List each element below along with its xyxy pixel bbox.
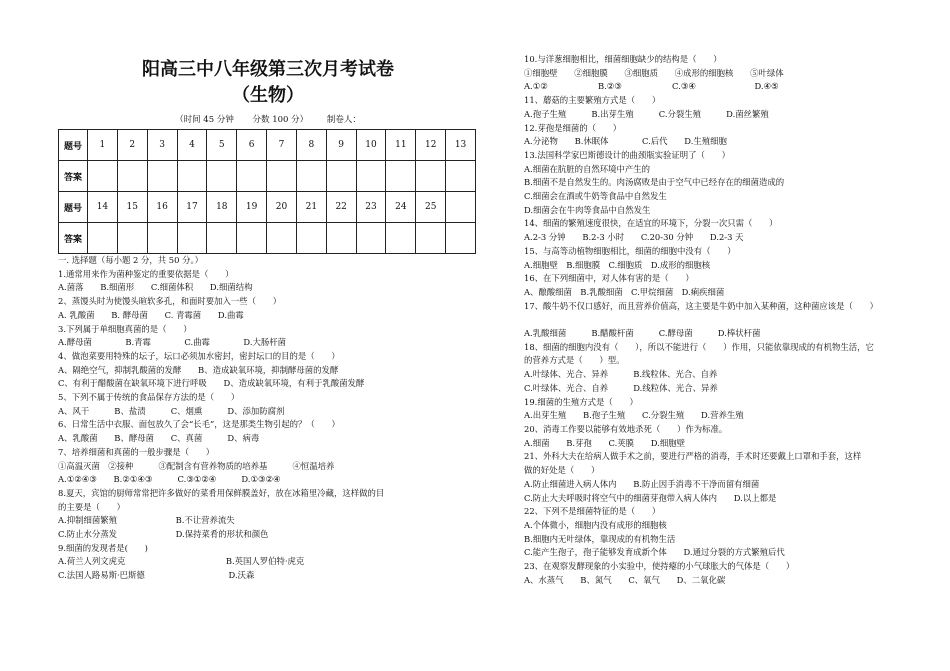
question-line: A.①② B.②③ C.③④ D.④⑤	[524, 81, 779, 92]
question-line: 19.细菌的生殖方式是（ ）	[524, 396, 638, 407]
question-line: A.①②④③ B.②①④③ C.③①②④ D.①③②④	[58, 474, 281, 485]
question-number: 2	[117, 130, 147, 161]
answer-cell[interactable]	[356, 161, 386, 192]
question-line: 16、在下列细菌中，对人体有害的是（ ）	[524, 273, 694, 284]
question-number: 23	[356, 192, 386, 223]
question-line: C.防止水分蒸发 D.保持菜肴的形状和颜色	[58, 529, 269, 540]
question-number: 3	[147, 130, 177, 161]
question-number: 8	[296, 130, 326, 161]
question-number: 19	[237, 192, 267, 223]
question-line: A.抑制细菌繁殖 B.不让营养流失	[58, 515, 235, 526]
question-number	[446, 192, 476, 223]
question-number: 21	[296, 192, 326, 223]
question-number: 24	[386, 192, 416, 223]
answer-cell[interactable]	[446, 161, 476, 192]
question-line: A.防止细菌进入病人体内 B.防止因手消毒不干净而留有细菌	[524, 478, 760, 489]
question-line: A.细胞壁 B.细胞膜 C.细胞质 D.成形的细胞核	[524, 259, 711, 270]
question-line: 8.夏天，宾馆的厨师常常把许多做好的菜肴用保鲜膜盖好，放在冰箱里冷藏，这样做的目	[58, 487, 385, 498]
question-line: A.细菌 B.芽孢 C.荚膜 D.细胞壁	[524, 437, 685, 448]
question-number: 18	[207, 192, 237, 223]
answer-cell[interactable]	[386, 161, 416, 192]
question-line: B.细菌不是自然发生的。肉汤腐败是由于空气中已经存在的细菌造成的	[524, 177, 785, 188]
question-line: A.菌落 B.细菌形 C.细菌体积 D.细菌结构	[58, 282, 253, 293]
answer-cell[interactable]	[267, 223, 297, 254]
row-label: 答案	[59, 223, 88, 254]
question-line: A、风干 B、盐渍 C、烟熏 D、添加防腐剂	[58, 405, 285, 416]
question-line: 13.法国科学家巴斯德设计的曲颈瓶实验证明了（ ）	[524, 149, 730, 160]
question-line: A.个体微小，细胞内没有成形的细胞核	[524, 519, 667, 530]
question-line: 9.细菌的发现者是( )	[58, 542, 148, 553]
question-number: 17	[177, 192, 207, 223]
answer-cell[interactable]	[88, 161, 118, 192]
question-line: D.细菌会在牛肉等食品中自然发生	[524, 204, 651, 215]
question-line: A、隔绝空气，抑制乳酸菌的发酵 B、造成缺氧环境，抑制酵母菌的发酵	[58, 364, 339, 375]
question-number: 15	[117, 192, 147, 223]
answer-cell[interactable]	[237, 161, 267, 192]
question-line: 20、消毒工作要以能够有效地杀死（ ）作为标准。	[524, 423, 728, 434]
question-line	[524, 313, 916, 327]
question-line: 2、蒸馒头时为使馒头暄软多孔，和面时要加入一些（ ）	[58, 296, 282, 307]
question-line: 22、下列不是细菌特征的是（ ）	[524, 506, 661, 517]
exam-title: 阳高三中八年级第三次月考试卷	[142, 59, 394, 80]
answer-cell[interactable]	[117, 161, 147, 192]
answer-cell[interactable]	[117, 223, 147, 254]
question-line: 5、下列不属于传统的食品保存方法的是（ ）	[58, 392, 240, 403]
question-number: 25	[416, 192, 446, 223]
question-line: A、乳酸菌 B、酵母菌 C、真菌 D、病毒	[58, 433, 260, 444]
question-line: 3.下列属于单细胞真菌的是（ ）	[58, 323, 192, 334]
question-line: A.2-3 分钟 B.2-3 小时 C.20-30 分钟 D.2-3 天	[524, 232, 744, 243]
question-line: 11、蘑菇的主要繁殖方式是（ ）	[524, 95, 661, 106]
question-line: 15、与高等动植物细胞相比，细菌的细胞中没有（ ）	[524, 245, 736, 256]
question-number: 16	[147, 192, 177, 223]
question-line: A.细菌在肮脏的自然环境中产生的	[524, 163, 650, 174]
question-number: 14	[88, 192, 118, 223]
question-line: C、有利于醋酸菌在缺氧环境下进行呼吸 D、造成缺氧环境，有利于乳酸菌发酵	[58, 378, 365, 389]
question-line: A.酵母菌 B.青霉 C.曲霉 D.大肠杆菌	[58, 337, 286, 348]
exam-time: （时间 45 分钟	[175, 115, 234, 125]
exam-score: 分数 100 分）	[252, 115, 309, 125]
question-line: 14、细菌的繁殖速度很快，在适宜的环境下，分裂一次只需（ ）	[524, 218, 778, 229]
question-line: B.细胞内无叶绿体，靠现成的有机物生活	[524, 533, 676, 544]
score-table	[58, 129, 476, 254]
answer-cell[interactable]	[296, 223, 326, 254]
question-line: C.能产生孢子，孢子能够发育成新个体 D.通过分裂的方式繁殖后代	[524, 547, 785, 558]
answer-cell[interactable]	[147, 161, 177, 192]
question-line: C.细菌会在酒或牛奶等食品中自然发生	[524, 191, 667, 202]
question-line: C.法国人路易斯·巴斯德 D.沃森	[58, 570, 255, 581]
left-questions	[58, 254, 478, 583]
question-number: 1	[88, 130, 118, 161]
right-questions	[524, 53, 916, 587]
question-line: A、酿酸细菌 B.乳酸细菌 C.甲烷细菌 D.痢疾细菌	[524, 286, 725, 297]
right-column	[524, 53, 916, 587]
answer-cell[interactable]	[88, 223, 118, 254]
exam-subtitle: （生物）	[232, 85, 304, 106]
question-line: A. 乳酸菌 B. 酵母菌 C. 青霉菌 D.曲霉	[58, 309, 244, 320]
answer-cell[interactable]	[386, 223, 416, 254]
question-number: 20	[267, 192, 297, 223]
answer-row	[59, 161, 476, 192]
question-line: 21、外科大夫在给病人做手术之前，要进行严格的消毒，手术时还要戴上口罩和手套，这样	[524, 451, 862, 462]
answer-cell[interactable]	[177, 223, 207, 254]
answer-cell[interactable]	[237, 223, 267, 254]
question-line: 23、在观察发酵现象的小实验中，使持瘪的小气球胀大的气体是（ ）	[524, 561, 795, 572]
question-line: 做的好处是（ ）	[524, 465, 600, 476]
left-column	[58, 58, 478, 583]
answer-cell[interactable]	[416, 161, 446, 192]
question-line: 1.通常用来作为菌种鉴定的重要依据是（ ）	[58, 268, 234, 279]
question-line: ①细胞壁 ②细胞膜 ③细胞质 ④成形的细胞核 ⑤叶绿体	[524, 67, 784, 78]
question-line: 一. 选择题（每小题 2 分，共 50 分。）	[58, 255, 204, 265]
question-line: 10.与洋葱细胞相比，细菌细胞缺少的结构是（ ）	[524, 54, 722, 64]
question-line: A、水蒸气 B、氮气 C、氧气 D、二氧化碳	[524, 574, 726, 585]
row-label: 答案	[59, 161, 88, 192]
question-number: 5	[207, 130, 237, 161]
exam-meta	[58, 114, 478, 126]
question-number-row	[59, 192, 476, 223]
answer-cell[interactable]	[267, 161, 297, 192]
row-label: 题号	[59, 192, 88, 223]
answer-cell[interactable]	[356, 223, 386, 254]
question-number: 11	[386, 130, 416, 161]
answer-cell[interactable]	[147, 223, 177, 254]
question-line: 12.芽孢是细菌的（ ）	[524, 122, 622, 133]
question-number: 4	[177, 130, 207, 161]
question-line: A.出芽生殖 B.孢子生殖 C.分裂生殖 D.营养生殖	[524, 410, 744, 421]
question-number-row	[59, 130, 476, 161]
question-line: A.荷兰人列文虎克 B.英国人罗伯特·虎克	[58, 556, 305, 567]
question-line: A.叶绿体、光合、异养 B.线粒体、光合、自养	[524, 369, 718, 380]
answer-row	[59, 223, 476, 254]
question-number: 6	[237, 130, 267, 161]
question-line: C.叶绿体、光合、自养 D.线粒体、光合、异养	[524, 382, 718, 393]
question-line: A.分泌物 B.休眠体 C.后代 D.生殖细胞	[524, 136, 727, 147]
question-line: ①高温灭菌 ②接种 ③配制含有营养物质的培养基 ④恒温培养	[58, 460, 335, 471]
answer-cell[interactable]	[416, 223, 446, 254]
question-number: 7	[267, 130, 297, 161]
question-line: A.孢子生殖 B.出芽生殖 C.分裂生殖 D.菌丝繁殖	[524, 108, 769, 119]
question-line: 6、日常生活中衣服、面包放久了会“长毛”，这是那类生物引起的？（ ）	[58, 419, 340, 430]
question-line: 的主要是（ ）	[58, 501, 125, 512]
question-number: 13	[446, 130, 476, 161]
question-line: C.防止大夫呼吸时将空气中的细菌芽孢带入病人体内 D.以上都是	[524, 492, 777, 503]
question-line: 的营养方式是（ ）型。	[524, 355, 625, 366]
question-line: 7、培养细菌和真菌的一般步骤是（ ）	[58, 446, 215, 457]
answer-cell[interactable]	[446, 223, 476, 254]
question-number: 22	[326, 192, 356, 223]
answer-cell[interactable]	[207, 161, 237, 192]
question-line: 4、做泡菜要用特殊的坛子，坛口必须加水密封，密封坛口的目的是（ ）	[58, 350, 340, 361]
question-number: 12	[416, 130, 446, 161]
question-line: 18、细菌的细胞内没有（ ），所以不能进行（ ）作用，只能依靠现成的有机物生活，它	[524, 341, 874, 352]
question-line: A.乳酸细菌 B.醋酸杆菌 C.酵母菌 D.棒状杆菌	[524, 328, 761, 339]
row-label: 题号	[59, 130, 88, 161]
answer-cell[interactable]	[326, 161, 356, 192]
answer-cell[interactable]	[326, 223, 356, 254]
question-number: 10	[356, 130, 386, 161]
exam-author: 制卷人：	[326, 115, 361, 125]
question-line: 17、酸牛奶不仅口感好，而且营养价值高，这主要是牛奶中加入某种菌，这种菌应该是（ ）	[524, 300, 879, 311]
answer-cell[interactable]	[296, 161, 326, 192]
answer-cell[interactable]	[207, 223, 237, 254]
answer-cell[interactable]	[177, 161, 207, 192]
question-number: 9	[326, 130, 356, 161]
